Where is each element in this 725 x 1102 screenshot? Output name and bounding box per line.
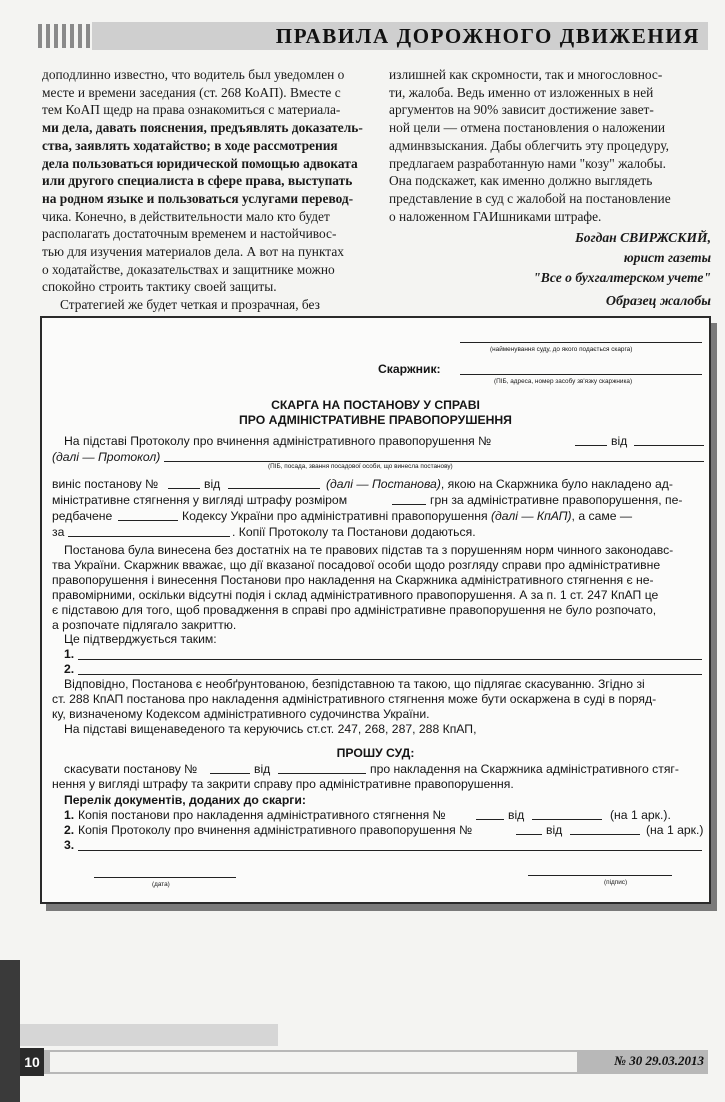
- article-line: Она подскажет, как именно должно выглядеть: [389, 173, 653, 189]
- code-text: Кодексу України про адміністративні правопорушення (далі — КпАП), а саме —: [182, 509, 633, 523]
- documents-title: Перелік документів, доданих до скарги:: [64, 793, 306, 807]
- resolution-text: виніс постанову №: [52, 477, 159, 491]
- document-3-number: 3.: [64, 838, 75, 852]
- author-name: Богдан СВИРЖСКИЙ,: [575, 230, 711, 245]
- date-hint: (дата): [152, 881, 170, 888]
- protocol-number-line: [575, 445, 607, 446]
- complainant-hint: (ПІБ, адреса, номер засобу зв'язку скаржника): [494, 378, 633, 385]
- document-1-date-label: від: [508, 808, 525, 822]
- request-text-cont: про накладення на Скаржника адміністративного стяг-: [370, 762, 679, 776]
- grounds-line: правомірними, оскільки відсутні подія і склад адміністративного правопорушення. А за п. 1 ст. 247 КпАП це: [52, 588, 659, 602]
- confirm-label: Це підтверджується таким:: [64, 632, 217, 646]
- sample-label: Образец жалобы: [605, 294, 711, 309]
- request-number-line: [210, 773, 250, 774]
- court-hint: (найменування суду, до якого подається скарга): [490, 346, 633, 353]
- article-line: ти, жалоба. Ведь именно от изложенных в ней: [389, 84, 654, 100]
- article-line: о наложенном ГАИшниками штрафе.: [389, 208, 602, 224]
- offense-label: за: [52, 525, 65, 539]
- request-date-label: від: [254, 762, 271, 776]
- article-text: редбачене: [52, 509, 113, 523]
- grounds-line: правопорушення і винесення Постанови про накладення на Скаржника адміністративного стягнення є не-: [52, 573, 654, 587]
- evidence-line-1: [78, 659, 702, 660]
- article-line: предлагаем разработанную нами "козу" жалобы.: [389, 155, 666, 171]
- author-role: юрист газеты: [623, 250, 711, 265]
- article-line: админвзыскания. Дабы облегчить эту процедуру,: [389, 137, 669, 153]
- resolution-abbr-text: (далі — Постанова), якою на Скаржника було накладено ад-: [326, 477, 673, 491]
- official-line: [164, 461, 704, 462]
- article-line: дела пользоваться юридической помощью адвоката: [42, 155, 358, 171]
- fine-text-cont: грн за адміністративне правопорушення, пе-: [430, 493, 683, 507]
- conclusion-line: ку, визначеному Кодексом адміністративного судочинства України.: [52, 707, 430, 721]
- article-line: доподлинно известно, что водитель был уведомлен о: [42, 67, 345, 82]
- grounds-line: є підставою для того, щоб провадження в справі про адміністративне правопорушення не було розпочато,: [52, 603, 657, 617]
- section-title: ПРАВИЛА ДОРОЖНОГО ДВИЖЕНИЯ: [92, 22, 708, 50]
- article-line: месте и времени заседания (ст. 268 КоАП). Вместе с: [42, 84, 341, 100]
- article-line: тем КоАП щедр на права ознакомиться с материала-: [42, 102, 341, 118]
- header-stripes-decoration: [38, 24, 90, 48]
- document-2-number: 2.: [64, 823, 75, 837]
- request-date-line: [278, 773, 366, 774]
- signature-hint: (підпис): [604, 879, 628, 886]
- resolution-date-label: від: [204, 477, 221, 491]
- article-line: ной цели — отмена постановления о наложении: [389, 120, 666, 136]
- conclusion-line: ст. 288 КпАП постанова про накладення адміністративного стягнення може бути оскаржена в суді в поряд-: [52, 692, 657, 706]
- article-right-column: [389, 66, 711, 225]
- conclusion-line: Відповідно, Постанова є необґрунтованою, безпідставною та такою, що підлягає скасуванню. Згідно зі: [64, 677, 645, 691]
- offense-line: [68, 536, 230, 537]
- request-text: скасувати постанову №: [64, 762, 198, 776]
- protocol-date-line: [634, 445, 704, 446]
- signature-line: [528, 875, 672, 876]
- document-1-number-line: [476, 819, 504, 820]
- protocol-text: На підставі Протоколу про вчинення адміністративного правопорушення №: [64, 434, 492, 448]
- document-2-date-label: від: [546, 823, 563, 837]
- document-1-date-line: [532, 819, 602, 820]
- article-number-line: [118, 520, 178, 521]
- official-hint: (ПІБ, посада, звання посадової особи, що винесла постанову): [268, 463, 453, 470]
- article-line: чика. Конечно, в действительности мало кто будет: [42, 208, 330, 224]
- article-line: представление в суд с жалобой на постановление: [389, 190, 671, 206]
- article-line: на родном языке и пользоваться услугами перевод-: [42, 190, 354, 206]
- article-left-column: [42, 66, 373, 314]
- author-signature: [389, 228, 711, 288]
- article-line: о ходатайстве, доказательствах и защитнике можно: [42, 261, 335, 277]
- document-2-text: Копія Протоколу про вчинення адміністративного правопорушення №: [78, 823, 473, 837]
- fine-amount-line: [392, 504, 426, 505]
- grounds-line: а розпочате підлягало закриттю.: [52, 618, 237, 632]
- document-2-number-line: [516, 834, 542, 835]
- article-line: излишней как скромности, так и многословнос-: [389, 67, 663, 82]
- document-3-line: [78, 850, 702, 851]
- article-line: ми дела, давать пояснения, предъявлять доказатель-: [42, 120, 363, 136]
- complaint-form: [40, 316, 711, 904]
- article-line: тью для изучения материалов дела. А вот на пунктах: [42, 244, 344, 260]
- footer-white-strip: [50, 1052, 577, 1072]
- document-1-text: Копія постанови про накладення адміністративного стягнення №: [78, 808, 446, 822]
- article-line: располагать достаточным временем и настойчивос-: [42, 226, 337, 242]
- document-2-date-line: [570, 834, 640, 835]
- document-2-pages: (на 1 арк.): [646, 823, 704, 837]
- evidence-item-1: 1.: [64, 647, 75, 661]
- grounds-line: Постанова була винесена без достатніх на те правових підстав та з порушенням норм чинного законодавс-: [64, 543, 674, 557]
- request-title: ПРОШУ СУД:: [336, 746, 415, 760]
- form-title-line2: ПРО АДМІНІСТРАТИВНЕ ПРАВОПОРУШЕННЯ: [239, 413, 512, 427]
- protocol-abbr: (далі — Протокол): [52, 450, 161, 464]
- article-line: или другого специалиста в сфере права, выступать: [42, 173, 353, 189]
- page-number: 10: [20, 1048, 44, 1076]
- document-1-pages: (на 1 арк.).: [610, 808, 671, 822]
- court-name-line: [460, 342, 702, 343]
- protocol-date-label: від: [611, 434, 628, 448]
- evidence-line-2: [78, 674, 702, 675]
- document-1-number: 1.: [64, 808, 75, 822]
- issue-info: № 30 29.03.2013: [614, 1053, 704, 1068]
- complainant-line: [460, 374, 702, 375]
- date-line: [94, 877, 236, 878]
- page-edge-decoration: [0, 960, 20, 1102]
- article-line: Стратегией же будет четкая и прозрачная, без: [60, 297, 320, 313]
- footer-gray-bar: [20, 1024, 278, 1046]
- article-line: ства, заявлять ходатайство; в ходе рассмотрения: [42, 137, 338, 153]
- resolution-date-line: [228, 488, 320, 489]
- request-text-line2: нення у вигляді штрафу та закрити справу про адміністративне правопорушення.: [52, 777, 514, 791]
- article-line: аргументов на 90% зависит достижение завет-: [389, 102, 654, 118]
- legal-basis: На підставі вищенаведеного та керуючись ст.ст. 247, 268, 287, 288 КпАП,: [64, 722, 477, 736]
- evidence-item-2: 2.: [64, 662, 75, 676]
- form-title-line1: СКАРГА НА ПОСТАНОВУ У СПРАВІ: [271, 398, 480, 412]
- fine-text: міністративне стягнення у вигляді штрафу розміром: [52, 493, 348, 507]
- grounds-line: тва України. Скаржник вважає, що дії вказаної посадової особи щодо розгляду справи про адміністративне: [52, 558, 661, 572]
- newspaper-name: "Все о бухгалтерском учете": [533, 270, 711, 285]
- article-line: спокойно строить тактику своей защиты.: [42, 279, 277, 295]
- resolution-number-line: [168, 488, 200, 489]
- attachments-note: . Копії Протоколу та Постанови додаються.: [232, 525, 476, 539]
- complainant-label: Скаржник:: [378, 362, 441, 376]
